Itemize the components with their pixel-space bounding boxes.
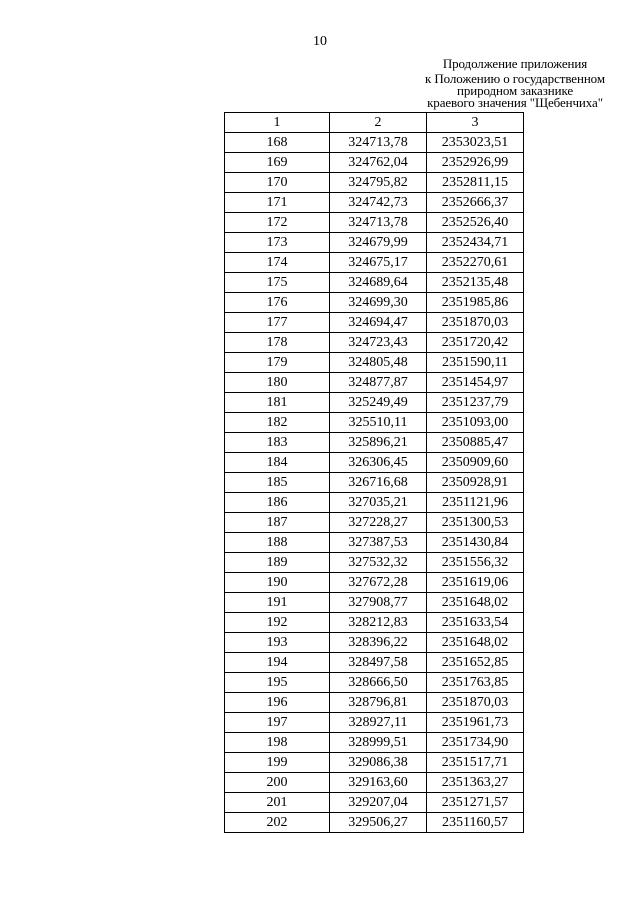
cell-y-coordinate: 2352135,48 <box>427 273 524 293</box>
caption-line: природном заказнике <box>456 83 574 98</box>
cell-x-coordinate: 324694,47 <box>330 313 427 333</box>
cell-x-coordinate: 324713,78 <box>330 133 427 153</box>
cell-y-coordinate: 2351870,03 <box>427 693 524 713</box>
cell-x-coordinate: 327035,21 <box>330 493 427 513</box>
cell-y-coordinate: 2350928,91 <box>427 473 524 493</box>
cell-x-coordinate: 328666,50 <box>330 673 427 693</box>
cell-point-number: 174 <box>225 253 330 273</box>
cell-point-number: 192 <box>225 613 330 633</box>
cell-y-coordinate: 2351430,84 <box>427 533 524 553</box>
table-row <box>225 593 524 613</box>
table-row <box>225 813 524 833</box>
cell-point-number: 180 <box>225 373 330 393</box>
cell-x-coordinate: 326716,68 <box>330 473 427 493</box>
table-row <box>225 173 524 193</box>
cell-x-coordinate: 328796,81 <box>330 693 427 713</box>
table-row <box>225 333 524 353</box>
cell-point-number: 168 <box>225 133 330 153</box>
cell-point-number: 189 <box>225 553 330 573</box>
cell-y-coordinate: 2351870,03 <box>427 313 524 333</box>
coordinates-table <box>224 112 524 833</box>
table-row <box>225 773 524 793</box>
page-number: 10 <box>313 34 327 49</box>
cell-y-coordinate: 2352270,61 <box>427 253 524 273</box>
cell-point-number: 195 <box>225 673 330 693</box>
table-body <box>225 133 524 833</box>
cell-y-coordinate: 2351454,97 <box>427 373 524 393</box>
cell-y-coordinate: 2351619,06 <box>427 573 524 593</box>
cell-x-coordinate: 329086,38 <box>330 753 427 773</box>
cell-point-number: 190 <box>225 573 330 593</box>
cell-point-number: 183 <box>225 433 330 453</box>
cell-point-number: 169 <box>225 153 330 173</box>
cell-x-coordinate: 325249,49 <box>330 393 427 413</box>
cell-point-number: 201 <box>225 793 330 813</box>
table-row <box>225 573 524 593</box>
cell-y-coordinate: 2353023,51 <box>427 133 524 153</box>
cell-x-coordinate: 329506,27 <box>330 813 427 833</box>
cell-x-coordinate: 327672,28 <box>330 573 427 593</box>
cell-point-number: 196 <box>225 693 330 713</box>
cell-y-coordinate: 2352434,71 <box>427 233 524 253</box>
cell-y-coordinate: 2351648,02 <box>427 633 524 653</box>
caption-line: краевого значения "Щебенчиха" <box>427 95 603 110</box>
cell-y-coordinate: 2352811,15 <box>427 173 524 193</box>
table-row <box>225 413 524 433</box>
caption-line: Продолжение приложения <box>442 56 588 71</box>
cell-x-coordinate: 326306,45 <box>330 453 427 473</box>
table-row <box>225 713 524 733</box>
cell-y-coordinate: 2351556,32 <box>427 553 524 573</box>
cell-point-number: 177 <box>225 313 330 333</box>
caption-line: к Положению о государственном <box>425 71 605 86</box>
table-row <box>225 153 524 173</box>
column-header-number: 1 <box>225 113 330 133</box>
table-row <box>225 733 524 753</box>
cell-point-number: 170 <box>225 173 330 193</box>
table-row <box>225 273 524 293</box>
cell-y-coordinate: 2351720,42 <box>427 333 524 353</box>
table-row <box>225 453 524 473</box>
cell-point-number: 184 <box>225 453 330 473</box>
table-row <box>225 513 524 533</box>
cell-point-number: 188 <box>225 533 330 553</box>
cell-x-coordinate: 328396,22 <box>330 633 427 653</box>
cell-point-number: 173 <box>225 233 330 253</box>
cell-x-coordinate: 324675,17 <box>330 253 427 273</box>
table-row <box>225 653 524 673</box>
cell-point-number: 194 <box>225 653 330 673</box>
table-row <box>225 553 524 573</box>
cell-y-coordinate: 2352926,99 <box>427 153 524 173</box>
cell-point-number: 172 <box>225 213 330 233</box>
cell-x-coordinate: 329207,04 <box>330 793 427 813</box>
cell-x-coordinate: 325510,11 <box>330 413 427 433</box>
cell-x-coordinate: 324689,64 <box>330 273 427 293</box>
cell-y-coordinate: 2352526,40 <box>427 213 524 233</box>
table-row <box>225 133 524 153</box>
cell-point-number: 186 <box>225 493 330 513</box>
cell-point-number: 175 <box>225 273 330 293</box>
table-row <box>225 673 524 693</box>
cell-y-coordinate: 2351961,73 <box>427 713 524 733</box>
cell-point-number: 193 <box>225 633 330 653</box>
cell-y-coordinate: 2351300,53 <box>427 513 524 533</box>
table-row <box>225 613 524 633</box>
cell-point-number: 191 <box>225 593 330 613</box>
table-row <box>225 693 524 713</box>
table-row <box>225 433 524 453</box>
cell-x-coordinate: 327387,53 <box>330 533 427 553</box>
cell-point-number: 200 <box>225 773 330 793</box>
cell-y-coordinate: 2351648,02 <box>427 593 524 613</box>
cell-point-number: 202 <box>225 813 330 833</box>
table-row <box>225 233 524 253</box>
cell-x-coordinate: 324699,30 <box>330 293 427 313</box>
cell-point-number: 185 <box>225 473 330 493</box>
cell-y-coordinate: 2351160,57 <box>427 813 524 833</box>
table-row <box>225 393 524 413</box>
appendix-caption <box>380 58 640 109</box>
cell-point-number: 171 <box>225 193 330 213</box>
table-row <box>225 793 524 813</box>
table-row <box>225 213 524 233</box>
cell-y-coordinate: 2351093,00 <box>427 413 524 433</box>
table-header-row <box>225 113 524 133</box>
table-row <box>225 313 524 333</box>
cell-point-number: 179 <box>225 353 330 373</box>
cell-y-coordinate: 2350885,47 <box>427 433 524 453</box>
cell-y-coordinate: 2351633,54 <box>427 613 524 633</box>
cell-x-coordinate: 324679,99 <box>330 233 427 253</box>
cell-y-coordinate: 2351985,86 <box>427 293 524 313</box>
cell-x-coordinate: 324805,48 <box>330 353 427 373</box>
cell-point-number: 181 <box>225 393 330 413</box>
table-row <box>225 193 524 213</box>
cell-x-coordinate: 328497,58 <box>330 653 427 673</box>
cell-point-number: 197 <box>225 713 330 733</box>
cell-x-coordinate: 327228,27 <box>330 513 427 533</box>
table-row <box>225 473 524 493</box>
table-row <box>225 373 524 393</box>
cell-y-coordinate: 2351763,85 <box>427 673 524 693</box>
cell-point-number: 198 <box>225 733 330 753</box>
cell-y-coordinate: 2351734,90 <box>427 733 524 753</box>
cell-y-coordinate: 2352666,37 <box>427 193 524 213</box>
table-row <box>225 353 524 373</box>
cell-point-number: 199 <box>225 753 330 773</box>
cell-x-coordinate: 328999,51 <box>330 733 427 753</box>
cell-x-coordinate: 327532,32 <box>330 553 427 573</box>
table-row <box>225 293 524 313</box>
cell-x-coordinate: 328212,83 <box>330 613 427 633</box>
table-row <box>225 533 524 553</box>
cell-point-number: 176 <box>225 293 330 313</box>
cell-x-coordinate: 325896,21 <box>330 433 427 453</box>
table-row <box>225 253 524 273</box>
cell-x-coordinate: 324742,73 <box>330 193 427 213</box>
cell-x-coordinate: 327908,77 <box>330 593 427 613</box>
cell-y-coordinate: 2351271,57 <box>427 793 524 813</box>
cell-y-coordinate: 2351517,71 <box>427 753 524 773</box>
cell-point-number: 178 <box>225 333 330 353</box>
cell-x-coordinate: 324795,82 <box>330 173 427 193</box>
cell-x-coordinate: 329163,60 <box>330 773 427 793</box>
column-header-x: 2 <box>330 113 427 133</box>
cell-x-coordinate: 324723,43 <box>330 333 427 353</box>
cell-x-coordinate: 324877,87 <box>330 373 427 393</box>
cell-x-coordinate: 328927,11 <box>330 713 427 733</box>
cell-y-coordinate: 2351237,79 <box>427 393 524 413</box>
cell-y-coordinate: 2351121,96 <box>427 493 524 513</box>
table-row <box>225 493 524 513</box>
cell-point-number: 187 <box>225 513 330 533</box>
cell-y-coordinate: 2350909,60 <box>427 453 524 473</box>
column-header-y: 3 <box>427 113 524 133</box>
cell-x-coordinate: 324713,78 <box>330 213 427 233</box>
table-row <box>225 633 524 653</box>
cell-y-coordinate: 2351590,11 <box>427 353 524 373</box>
table-row <box>225 753 524 773</box>
cell-y-coordinate: 2351363,27 <box>427 773 524 793</box>
cell-point-number: 182 <box>225 413 330 433</box>
cell-y-coordinate: 2351652,85 <box>427 653 524 673</box>
cell-x-coordinate: 324762,04 <box>330 153 427 173</box>
